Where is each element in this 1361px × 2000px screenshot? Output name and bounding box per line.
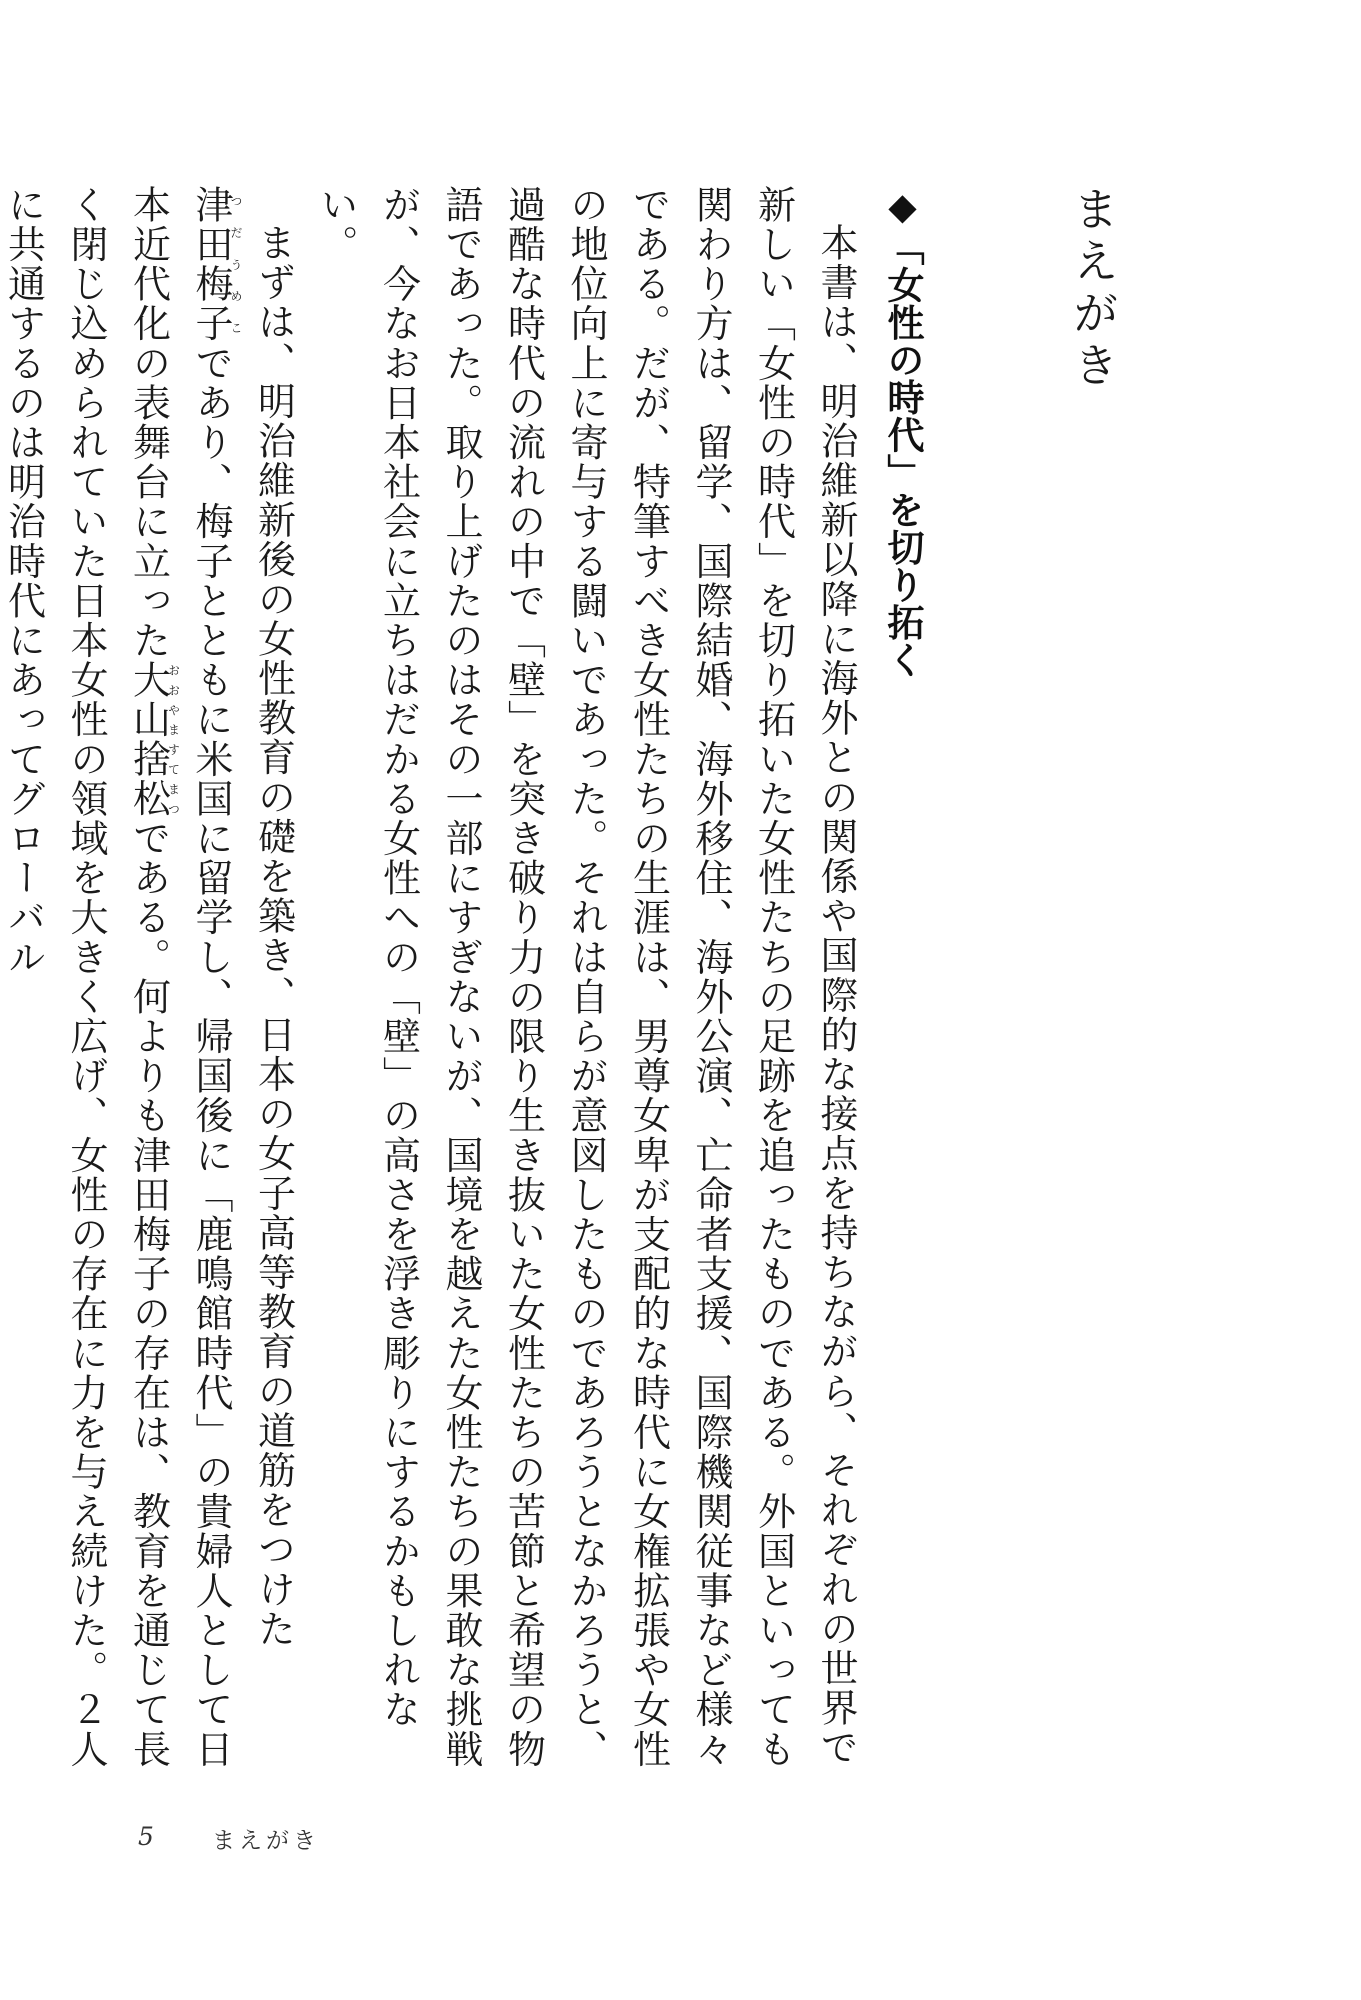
paragraph-2-part-1: まずは、明治維新後の女性教育の礎を築き、日本の女子高等教育の道筋をつけた — [251, 223, 296, 1649]
paragraph-2-part-3: である。何よりも津田梅子の存在は、教育を通じて長く閉じ込められていた日本女性の領域を大きく広げ、女性の存在に力を与え続けた。２人に共通するのは明治時代にあってグローバル — [1, 185, 171, 1770]
paragraph-2-part-2: であり、梅子とともに米国に留学し、帰国後に「鹿鳴館時代」の貴婦人として日本近代化の表舞台に立った — [126, 185, 233, 1770]
ruby-tsuda-umeko: 津田梅子つだうめこ — [189, 185, 243, 344]
ruby-reading: つだうめこ — [229, 185, 243, 344]
paragraph-1: 本書は、明治維新以降に海外との関係や国際的な接点を持ちながら、それぞれの世界で新しい「女性の時代」を切り拓いた女性たちの足跡を追ったものである。外国といっても関わり方は、留学、国際結婚、海外移住、海外公演、亡命者支援、国際機関従事など様々である。だが、特筆すべき女性たちの生涯は、男尊女卑が支配的な時代に女権拡張や女性の地位向上に寄与する闘いであった。それは自らが意図したものであろうとなかろうと、過酷な時代の流れの中で「壁」を突き破り力の限り生き抜いた女性たちの苦節と希望の物語であった。取り上げたのはその一部にすぎないが、国境を越えた女性たちの果敢な挑戦が、今なお日本社会に立ちはだかる女性への「壁」の高さを浮き彫りにするかもしれない。 — [314, 185, 858, 1769]
ruby-reading: おおやますてまつ — [166, 660, 181, 819]
section-heading: ◆「女性の時代」を切り拓く — [881, 185, 924, 679]
page-title: まえがき — [1066, 185, 1120, 393]
running-header: まえがき — [212, 1828, 320, 1854]
paragraph-2 — [0, 185, 305, 1805]
body-text — [0, 185, 867, 1805]
ruby-oyama-sutematsu: 大山捨松おおやますてまつ — [126, 660, 181, 819]
page-number: 5 — [138, 1822, 154, 1851]
